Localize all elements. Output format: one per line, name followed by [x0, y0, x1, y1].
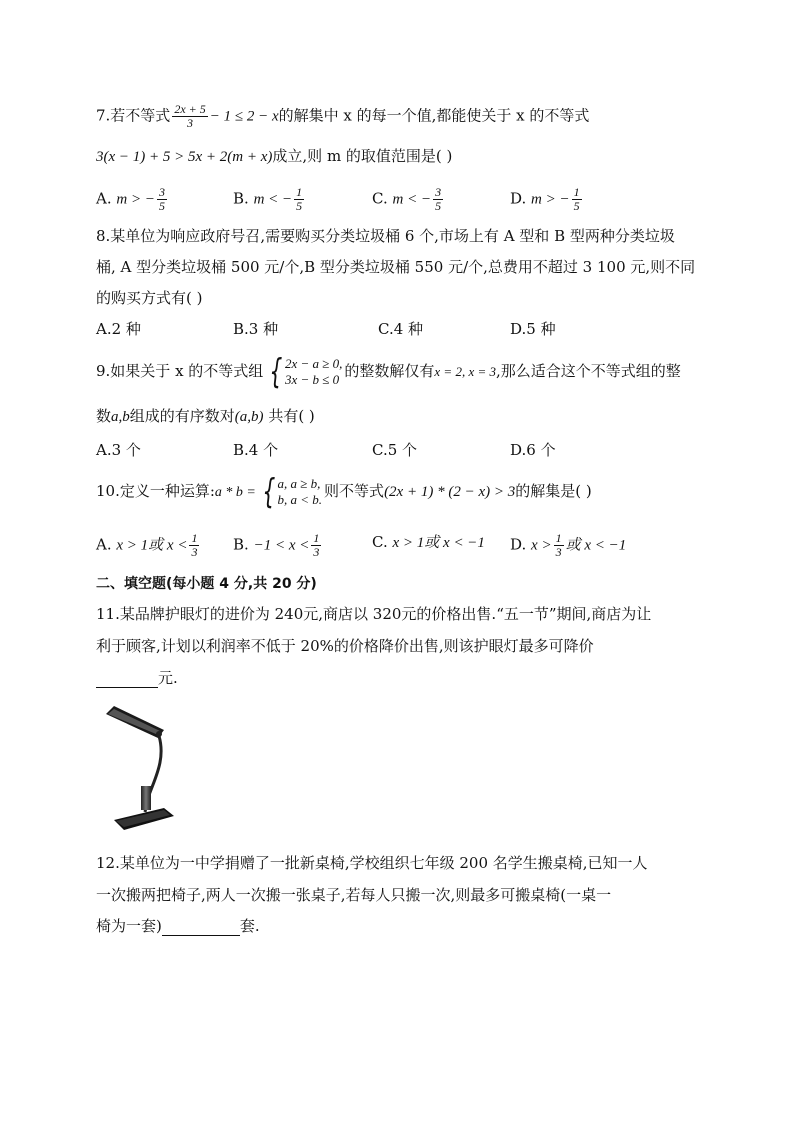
q12-prefix: 椅为一套) [96, 917, 162, 935]
brace-icon: { [269, 352, 283, 392]
option-post: 或 x < −1 [565, 537, 627, 554]
option-fraction [311, 532, 321, 559]
option-label: D. [510, 189, 527, 208]
option-label: C. [372, 533, 388, 551]
q12-line2: 一次搬两把椅子,两人一次搬一张桌子,若每人只搬一次,则最多可搬桌椅(一桌一 [96, 886, 612, 904]
q9-option-c[interactable]: C.5 个 [372, 441, 418, 459]
q10-mid: 则不等式 [324, 482, 385, 500]
q10-def-row2: b, a < b. [277, 492, 323, 507]
q7-option-d[interactable] [510, 186, 584, 213]
q7-frac-den: 3 [187, 116, 194, 130]
q11-suffix: 元. [158, 669, 178, 687]
desk-lamp-image [104, 700, 176, 834]
frac-den: 3 [555, 545, 562, 559]
q9-solutions: x = 2, x = 3 [434, 364, 496, 379]
q10-line1 [96, 472, 592, 512]
q11-line3 [96, 668, 178, 688]
option-fraction [554, 532, 564, 559]
q12-line1: 12.某单位为一中学捐赠了一批新桌椅,学校组织七年级 200 名学生搬桌椅,已知一人 [96, 854, 648, 872]
q8-line1: 8.某单位为响应政府号召,需要购买分类垃圾桶 6 个,市场上有 A 型和 B 型两种分类垃圾 [96, 227, 675, 245]
q10-definition [258, 472, 323, 512]
q7-line1 [96, 103, 589, 130]
frac-num: 3 [435, 185, 442, 199]
option-label: B. [233, 189, 249, 208]
q12-answer-blank[interactable] [162, 921, 240, 936]
q7-line2 [96, 146, 452, 167]
q10-option-a[interactable] [96, 532, 201, 559]
q7-fraction [172, 103, 207, 130]
q9-line2-ab: a,b [111, 409, 130, 425]
q7-option-a[interactable] [96, 186, 169, 213]
option-label: D. [510, 535, 527, 554]
option-label: B. [233, 535, 249, 554]
q12-line3 [96, 916, 260, 936]
option-pre: x > [531, 537, 552, 554]
frac-num: 1 [191, 531, 198, 545]
q10-inequality: (2x + 1) * (2 − x) > 3 [384, 484, 516, 500]
q9-system [265, 352, 343, 392]
q7-frac-num: 2x + 5 [174, 102, 206, 116]
frac-num: 1 [313, 531, 320, 545]
q7-ineq-rest: − 1 ≤ 2 − x [209, 108, 279, 125]
q9-option-a[interactable]: A.3 个 [96, 441, 141, 459]
frac-den: 5 [573, 199, 580, 213]
q9-prefix: 9.如果关于 x 的不等式组 [96, 362, 264, 380]
frac-num: 1 [573, 185, 580, 199]
option-label: C. [372, 189, 388, 208]
q8-line3: 的购买方式有( ) [96, 289, 203, 307]
option-fraction [189, 532, 199, 559]
q8-option-d[interactable]: D.5 种 [510, 320, 556, 338]
q8-option-b[interactable]: B.3 种 [233, 320, 279, 338]
brace-icon: { [262, 472, 276, 512]
option-label: A. [96, 189, 112, 208]
q7-line2-math: 3(x − 1) + 5 > 5x + 2(m + x) [96, 149, 273, 165]
q9-line2 [96, 406, 315, 427]
option-pre: x > 1或 x < −1 [392, 535, 485, 551]
q9-line2-a: 数 [96, 407, 112, 425]
q9-suffix: ,那么适合这个不等式组的整 [496, 362, 681, 380]
q11-answer-blank[interactable] [96, 673, 158, 688]
q9-line2-pair: (a,b) [234, 409, 264, 425]
frac-den: 3 [191, 545, 198, 559]
frac-num: 1 [555, 531, 562, 545]
q9-line1 [96, 352, 681, 392]
q10-option-c[interactable] [372, 532, 485, 553]
q8-option-a[interactable]: A.2 种 [96, 320, 141, 338]
option-pre: x > 1或 x < [116, 537, 188, 554]
q7-prefix: 7.若不等式 [96, 106, 171, 125]
q11-line1: 11.某品牌护眼灯的进价为 240元,商店以 320元的价格出售.“五一节”期间,商店为让 [96, 605, 652, 623]
q9-option-b[interactable]: B.4 个 [233, 441, 279, 459]
q10-def-lhs: a * b = [214, 485, 256, 500]
option-lhs: m < − [253, 191, 293, 208]
frac-den: 3 [313, 545, 320, 559]
frac-den: 5 [435, 199, 442, 213]
section-heading: 二、填空题(每小题 4 分,共 20 分) [96, 576, 317, 592]
option-lhs: m > − [531, 191, 570, 208]
q10-option-d[interactable] [510, 532, 626, 559]
q12-suffix: 套. [239, 917, 260, 935]
option-fraction [433, 186, 443, 213]
option-lhs: m < − [392, 191, 432, 208]
q9-mid: 的整数解仅有 [344, 362, 435, 380]
q7-option-c[interactable] [372, 186, 445, 213]
q10-def-row1: a, a ≥ b, [277, 476, 321, 491]
q9-line2-b: 组成的有序数对 [129, 407, 235, 425]
q7-suffix: 的解集中 x 的每一个值,都能使关于 x 的不等式 [278, 106, 590, 125]
q7-line2-text: 成立,则 m 的取值范围是( ) [272, 147, 453, 165]
q8-option-c[interactable]: C.4 种 [378, 320, 424, 338]
q10-option-b[interactable] [233, 532, 323, 559]
frac-num: 1 [296, 185, 303, 199]
q9-line2-c: 共有( ) [268, 407, 315, 425]
q10-suffix: 的解集是( ) [515, 482, 592, 500]
q9-option-d[interactable]: D.6 个 [510, 441, 556, 459]
option-pre: −1 < x < [253, 537, 310, 554]
frac-den: 5 [158, 199, 165, 213]
option-fraction [572, 186, 582, 213]
option-fraction [157, 186, 167, 213]
frac-den: 5 [296, 199, 303, 213]
option-fraction [294, 186, 304, 213]
q11-line2: 利于顾客,计划以利润率不低于 20%的价格降价出售,则该护眼灯最多可降价 [96, 637, 594, 655]
q8-line2: 桶, A 型分类垃圾桶 500 元/个,B 型分类垃圾桶 550 元/个,总费用不超过 3 100 元,则不同 [96, 258, 696, 276]
q9-sys-row1: 2x − a ≥ 0, [284, 356, 343, 371]
option-label: A. [96, 535, 112, 554]
q7-option-b[interactable] [233, 186, 306, 213]
q10-prefix: 10.定义一种运算: [96, 482, 215, 500]
q9-sys-row2: 3x − b ≤ 0 [284, 372, 340, 387]
frac-num: 3 [158, 185, 165, 199]
option-lhs: m > − [116, 191, 155, 208]
